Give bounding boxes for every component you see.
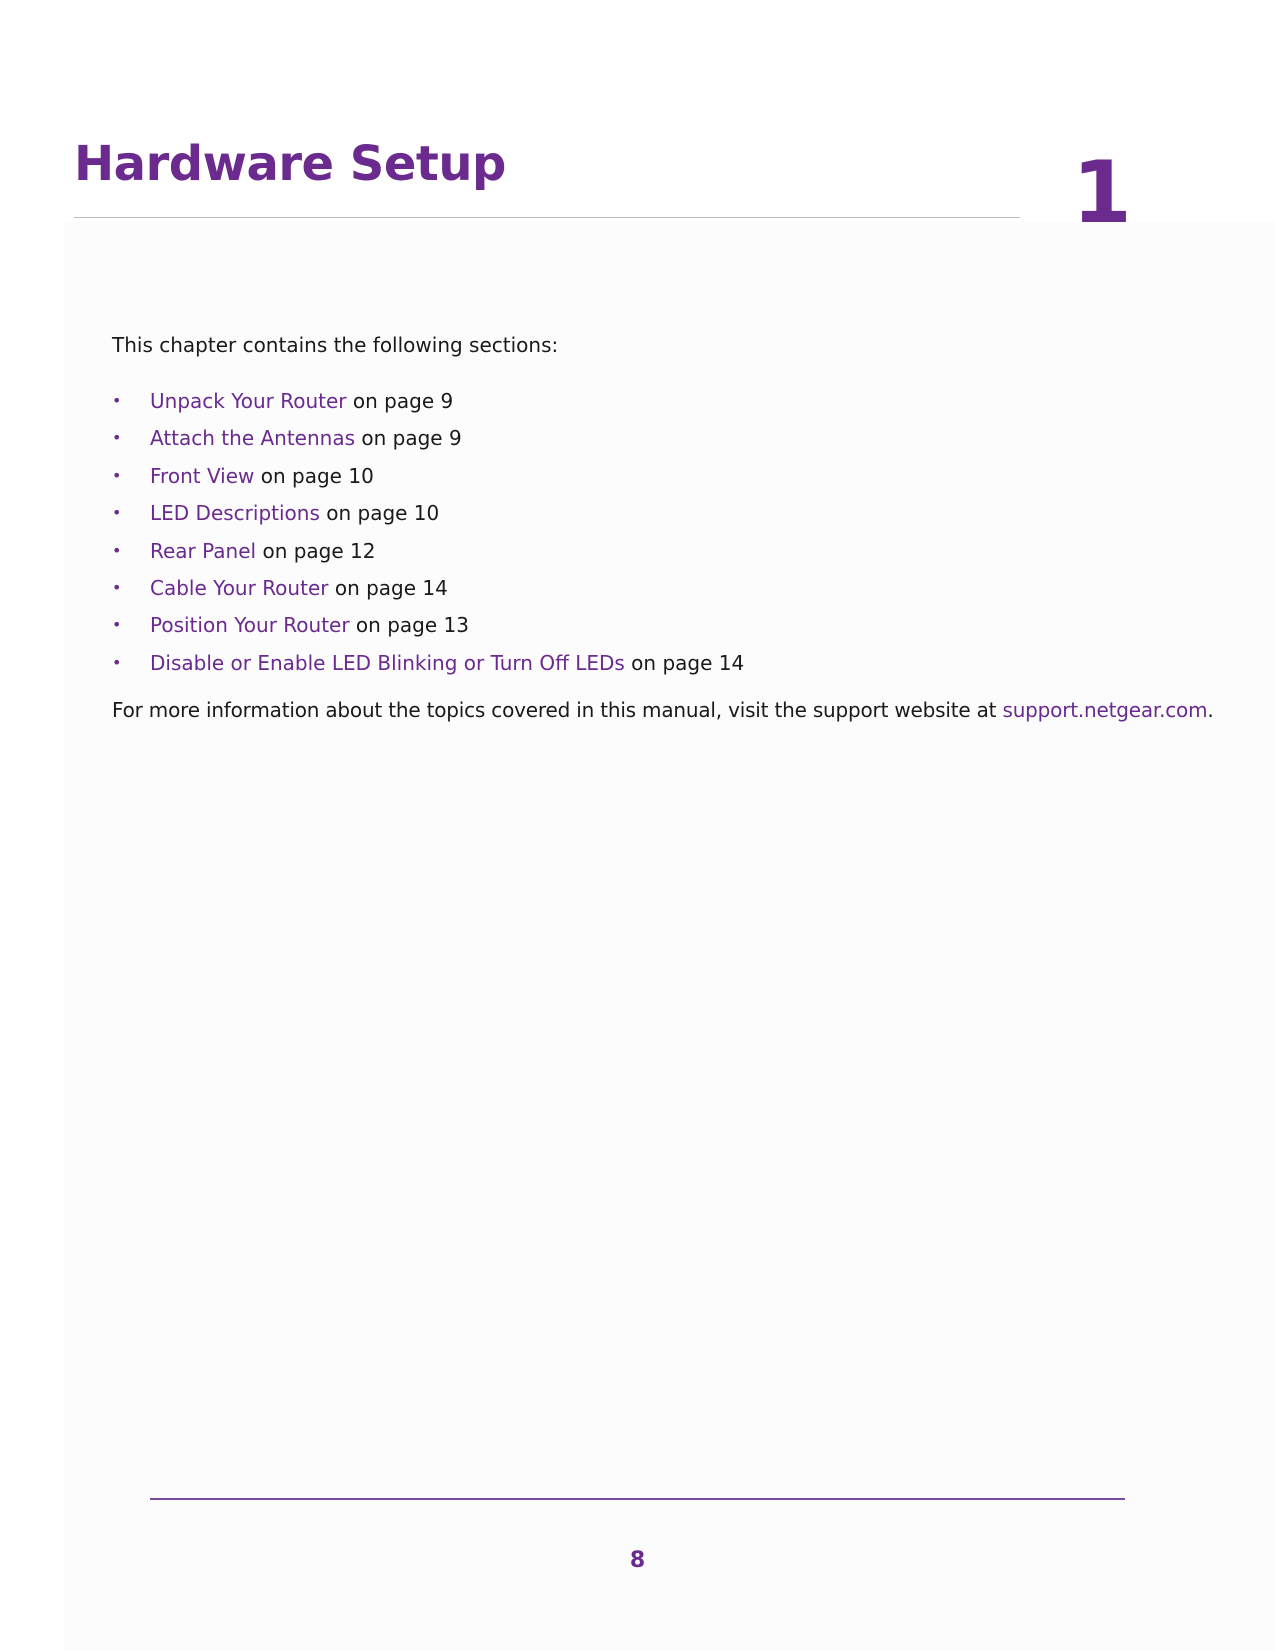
- page-number: 8: [629, 1548, 646, 1573]
- section-entry: [150, 426, 462, 450]
- section-entry: [150, 501, 439, 525]
- section-entry: [150, 613, 469, 637]
- chapter-title: Hardware Setup: [74, 136, 506, 192]
- section-entry: [150, 576, 448, 600]
- section-link-unpack-your-router[interactable]: Unpack Your Router: [150, 389, 347, 413]
- page-reference: on page 10: [319, 501, 440, 526]
- page-reference: on page 12: [256, 538, 376, 563]
- more-info-paragraph: [112, 698, 1214, 722]
- page-reference: on page 10: [254, 463, 374, 488]
- footer-divider: [150, 1498, 1125, 1500]
- support-website-link[interactable]: support.netgear.com: [1002, 698, 1208, 722]
- page-reference: on page 9: [346, 389, 454, 413]
- section-link-led-descriptions[interactable]: LED Descriptions: [150, 501, 320, 526]
- page-reference: on page 14: [624, 650, 745, 675]
- title-divider: [74, 217, 1020, 218]
- section-entry: [150, 539, 375, 563]
- more-info-text: For more information about the topics covered in this manual, visit the support website at: [112, 698, 1003, 722]
- bullet-icon: •: [112, 615, 122, 635]
- bullet-icon: •: [112, 540, 122, 560]
- section-entry: [150, 464, 374, 488]
- section-link-cable-your-router[interactable]: Cable Your Router: [150, 575, 329, 600]
- section-link-position-your-router[interactable]: Position Your Router: [150, 613, 350, 638]
- section-link-rear-panel[interactable]: Rear Panel: [150, 538, 257, 563]
- bullet-icon: •: [112, 428, 122, 448]
- chapter-number: 1: [1072, 143, 1132, 243]
- bullet-icon: •: [112, 577, 122, 597]
- section-entry: [150, 389, 453, 413]
- more-info-end: .: [1207, 698, 1214, 722]
- bullet-icon: •: [112, 465, 122, 485]
- section-entry: [150, 651, 744, 675]
- section-link-attach-the-antennas[interactable]: Attach the Antennas: [150, 426, 356, 451]
- bullet-icon: •: [112, 503, 122, 523]
- page-reference: on page 14: [328, 575, 448, 600]
- page-reference: on page 9: [355, 426, 462, 451]
- section-link-disable-or-enable-led-blinking[interactable]: Disable or Enable LED Blinking or Turn Off LEDs: [150, 650, 625, 675]
- page-reference: on page 13: [349, 613, 469, 638]
- intro-text: This chapter contains the following sections:: [112, 333, 559, 357]
- bullet-icon: •: [112, 652, 122, 672]
- section-link-front-view[interactable]: Front View: [150, 463, 255, 488]
- bullet-icon: •: [112, 391, 122, 410]
